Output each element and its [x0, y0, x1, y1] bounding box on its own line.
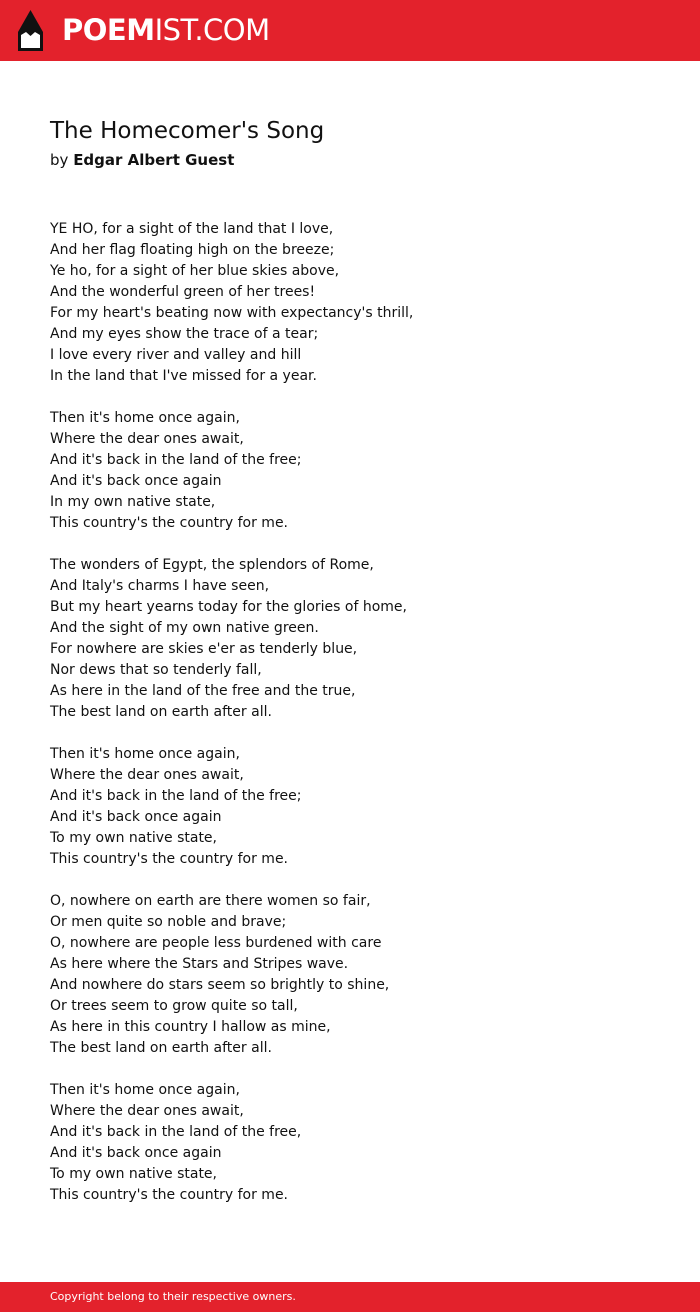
- poem-title: The Homecomer's Song: [50, 118, 325, 144]
- poem-line: For nowhere are skies e'er as tenderly blue,: [50, 641, 358, 657]
- poem-line: As here where the Stars and Stripes wave.: [50, 956, 349, 972]
- poem-line: The best land on earth after all.: [50, 704, 272, 720]
- poem-line: Then it's home once again,: [50, 746, 240, 762]
- poem-line: And it's back once again: [50, 809, 222, 825]
- author-name: Edgar Albert Guest: [73, 151, 235, 169]
- byline: [50, 149, 324, 171]
- poem-line: Where the dear ones await,: [50, 431, 244, 447]
- poem-line: In my own native state,: [50, 494, 216, 510]
- poem-line: Or trees seem to grow quite so tall,: [50, 998, 298, 1014]
- poem-line: Nor dews that so tenderly fall,: [50, 662, 262, 678]
- poem-line: And my eyes show the trace of a tear;: [50, 326, 319, 342]
- stanza: [50, 891, 670, 1059]
- poem-line: Where the dear ones await,: [50, 1103, 244, 1119]
- poem-line: To my own native state,: [50, 1166, 217, 1182]
- poem-line: This country's the country for me.: [50, 851, 289, 867]
- site-logo[interactable]: [62, 11, 270, 49]
- poem-line: The wonders of Egypt, the splendors of Rome,: [50, 557, 374, 573]
- poem-line: YE HO, for a sight of the land that I love,: [50, 221, 334, 237]
- stanza: [50, 1080, 670, 1206]
- poem-line: To my own native state,: [50, 830, 217, 846]
- poem-line: O, nowhere are people less burdened with care: [50, 935, 382, 951]
- poem-line: For my heart's beating now with expectancy's thrill,: [50, 305, 414, 321]
- poem-line: This country's the country for me.: [50, 515, 289, 531]
- poem-line: Or men quite so noble and brave;: [50, 914, 287, 930]
- poem-line: And it's back once again: [50, 473, 222, 489]
- poem-body: [50, 219, 670, 1227]
- poem-line: And Italy's charms I have seen,: [50, 578, 270, 594]
- poem-line: And nowhere do stars seem so brightly to shine,: [50, 977, 390, 993]
- poem-line: And it's back in the land of the free,: [50, 1124, 302, 1140]
- poem-line: And it's back in the land of the free;: [50, 788, 302, 804]
- poem-line: I love every river and valley and hill: [50, 347, 302, 363]
- site-header: [0, 0, 700, 61]
- poem-line: The best land on earth after all.: [50, 1040, 272, 1056]
- stanza: [50, 555, 670, 723]
- poem-line: As here in the land of the free and the true,: [50, 683, 356, 699]
- stanza: [50, 744, 670, 870]
- by-label: by: [50, 151, 69, 169]
- poem-line: Then it's home once again,: [50, 1082, 240, 1098]
- poem-line: Where the dear ones await,: [50, 767, 244, 783]
- poem-line: Then it's home once again,: [50, 410, 240, 426]
- poem-line: As here in this country I hallow as mine,: [50, 1019, 331, 1035]
- poem-line: And the wonderful green of her trees!: [50, 284, 316, 300]
- poem-line: And it's back once again: [50, 1145, 222, 1161]
- poem-line: And the sight of my own native green.: [50, 620, 319, 636]
- poem-line: But my heart yearns today for the glories of home,: [50, 599, 407, 615]
- stanza: [50, 408, 670, 534]
- pencil-icon[interactable]: [18, 10, 43, 51]
- poem-line: O, nowhere on earth are there women so fair,: [50, 893, 371, 909]
- logo-light-text: IST.COM: [154, 13, 270, 47]
- poem-line: Ye ho, for a sight of her blue skies above,: [50, 263, 340, 279]
- poem-line: And her flag floating high on the breeze;: [50, 242, 335, 258]
- poem-line: This country's the country for me.: [50, 1187, 289, 1203]
- poem-line: And it's back in the land of the free;: [50, 452, 302, 468]
- stanza: [50, 219, 670, 387]
- copyright-text: Copyright belong to their respective owners.: [50, 1290, 296, 1303]
- logo-strong-text: POEM: [62, 13, 155, 47]
- site-footer: [0, 1282, 700, 1312]
- poem-line: In the land that I've missed for a year.: [50, 368, 317, 384]
- poem-header: [50, 114, 324, 171]
